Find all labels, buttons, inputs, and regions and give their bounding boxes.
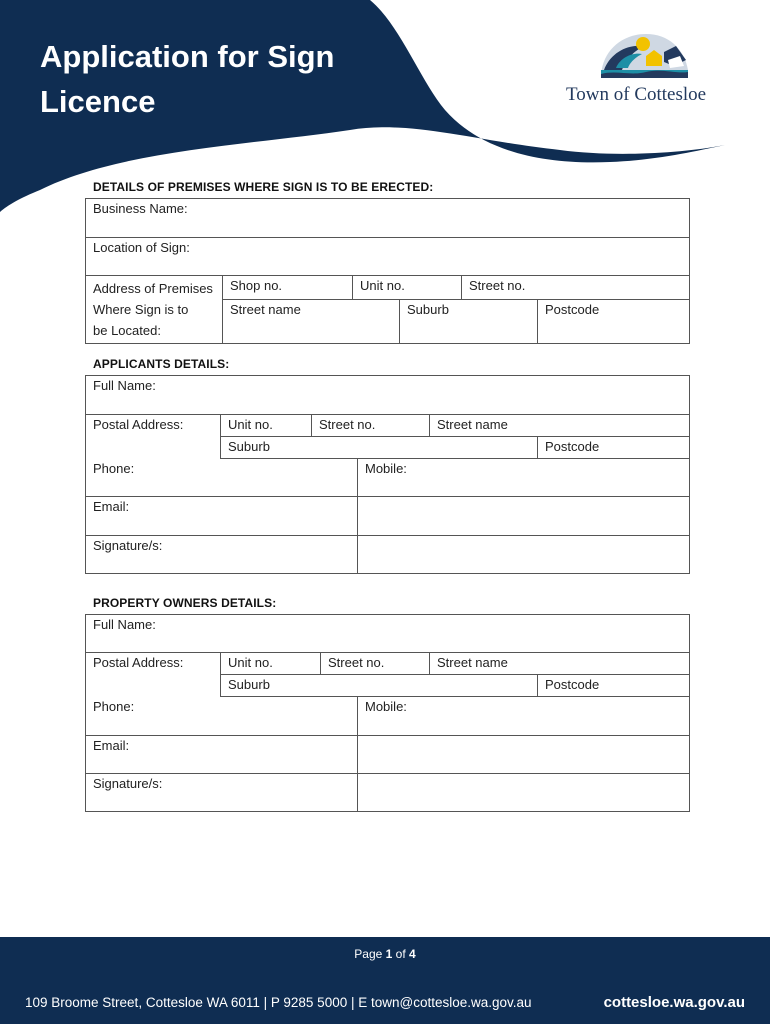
applicant-mobile-label: Mobile: xyxy=(365,461,407,476)
address-of-premises-label xyxy=(86,276,223,344)
page-number xyxy=(0,947,770,961)
owner-email-extra-field[interactable] xyxy=(358,736,690,774)
page-of: of xyxy=(392,947,410,961)
logo-text: Town of Cottesloe xyxy=(566,84,707,105)
owner-mobile-label: Mobile: xyxy=(365,699,407,714)
applicant-email-extra-field[interactable] xyxy=(358,497,690,536)
premises-heading: DETAILS OF PREMISES WHERE SIGN IS TO BE ERECTED: xyxy=(93,180,434,194)
applicant-email-field[interactable] xyxy=(86,497,358,536)
premises-street-name-field[interactable] xyxy=(223,300,400,344)
footer-website-link[interactable]: cottesloe.wa.gov.au xyxy=(603,994,745,1011)
address-label-line-2: Where Sign is to xyxy=(93,302,189,317)
shop-no-label: Shop no. xyxy=(230,278,283,293)
applicant-phone-label: Phone: xyxy=(93,461,135,476)
applicant-full-name-field[interactable] xyxy=(86,376,690,415)
owner-phone-field[interactable] xyxy=(86,697,358,736)
owner-phone-label: Phone: xyxy=(93,699,135,714)
applicant-email-label: Email: xyxy=(93,499,130,514)
applicant-postcode-field[interactable] xyxy=(538,437,690,459)
owner-mobile-field[interactable] xyxy=(358,697,690,736)
owner-unit-no-field[interactable] xyxy=(221,653,321,675)
applicant-street-no-label: Street no. xyxy=(319,417,376,432)
applicant-suburb-label: Suburb xyxy=(228,439,270,454)
applicant-postal-address-label xyxy=(86,415,221,459)
applicant-signature-extra-field[interactable] xyxy=(358,536,690,574)
owner-street-no-label: Street no. xyxy=(328,655,385,670)
owner-email-field[interactable] xyxy=(86,736,358,774)
premises-street-no-field[interactable] xyxy=(462,276,690,300)
applicant-street-name-label: Street name xyxy=(437,417,508,432)
address-label-line-1: Address of Premises xyxy=(93,281,213,296)
owner-postal-address-label xyxy=(86,653,221,697)
page-title xyxy=(40,34,380,124)
owner-postcode-label: Postcode xyxy=(545,677,600,692)
footer-contact: 109 Broome Street, Cottesloe WA 6011 | P 9285 5000 | E town@cottesloe.wa.gov.au xyxy=(25,995,532,1010)
title-line-1: Application for Sign xyxy=(40,39,335,74)
location-of-sign-label: Location of Sign: xyxy=(93,240,190,255)
owner-postcode-field[interactable] xyxy=(538,675,690,697)
applicant-suburb-field[interactable] xyxy=(221,437,538,459)
applicant-table xyxy=(85,375,690,574)
owner-table xyxy=(85,614,690,812)
owner-suburb-field[interactable] xyxy=(221,675,538,697)
owner-signature-extra-field[interactable] xyxy=(358,774,690,812)
page-total: 4 xyxy=(409,947,416,961)
applicant-full-name-label: Full Name: xyxy=(93,378,156,393)
applicant-signature-label: Signature/s: xyxy=(93,538,163,553)
premises-suburb-label: Suburb xyxy=(407,302,449,318)
owner-unit-no-label: Unit no. xyxy=(228,655,273,670)
premises-unit-no-field[interactable] xyxy=(353,276,462,300)
owner-postal-address-text: Postal Address: xyxy=(93,655,184,670)
owner-full-name-field[interactable] xyxy=(86,615,690,653)
owner-street-no-field[interactable] xyxy=(321,653,430,675)
applicant-postcode-label: Postcode xyxy=(545,439,600,454)
owner-street-name-field[interactable] xyxy=(430,653,690,675)
premises-street-name-label: Street name xyxy=(230,302,301,318)
town-logo xyxy=(566,30,736,106)
business-name-label: Business Name: xyxy=(93,201,188,216)
owner-email-label: Email: xyxy=(93,738,130,753)
premises-unit-no-label: Unit no. xyxy=(360,278,405,293)
premises-postcode-label: Postcode xyxy=(545,302,600,318)
premises-table xyxy=(85,198,690,344)
shop-no-field[interactable] xyxy=(223,276,353,300)
page-footer xyxy=(0,937,770,1024)
premises-postcode-field[interactable] xyxy=(538,300,690,344)
owner-street-name-label: Street name xyxy=(437,655,508,670)
applicant-street-name-field[interactable] xyxy=(430,415,690,437)
page-prefix: Page xyxy=(354,947,386,961)
applicant-phone-field[interactable] xyxy=(86,459,358,497)
applicant-mobile-field[interactable] xyxy=(358,459,690,497)
page-current: 1 xyxy=(385,947,393,961)
premises-suburb-field[interactable] xyxy=(400,300,538,344)
owner-suburb-label: Suburb xyxy=(228,677,270,692)
owner-signature-field[interactable] xyxy=(86,774,358,812)
applicant-postal-address-text: Postal Address: xyxy=(93,417,184,432)
premises-street-no-label: Street no. xyxy=(469,278,526,293)
owner-full-name-label: Full Name: xyxy=(93,617,156,632)
applicant-unit-no-label: Unit no. xyxy=(228,417,273,432)
applicant-heading: APPLICANTS DETAILS: xyxy=(93,357,230,371)
cottesloe-emblem-icon xyxy=(596,30,691,82)
applicant-signature-field[interactable] xyxy=(86,536,358,574)
location-of-sign-field[interactable] xyxy=(86,238,690,276)
business-name-field[interactable] xyxy=(86,199,690,238)
owner-signature-label: Signature/s: xyxy=(93,776,163,791)
applicant-street-no-field[interactable] xyxy=(312,415,430,437)
title-line-2: Licence xyxy=(40,84,156,119)
owner-heading: PROPERTY OWNERS DETAILS: xyxy=(93,596,277,610)
applicant-unit-no-field[interactable] xyxy=(221,415,312,437)
address-label-line-3: be Located: xyxy=(93,323,161,338)
